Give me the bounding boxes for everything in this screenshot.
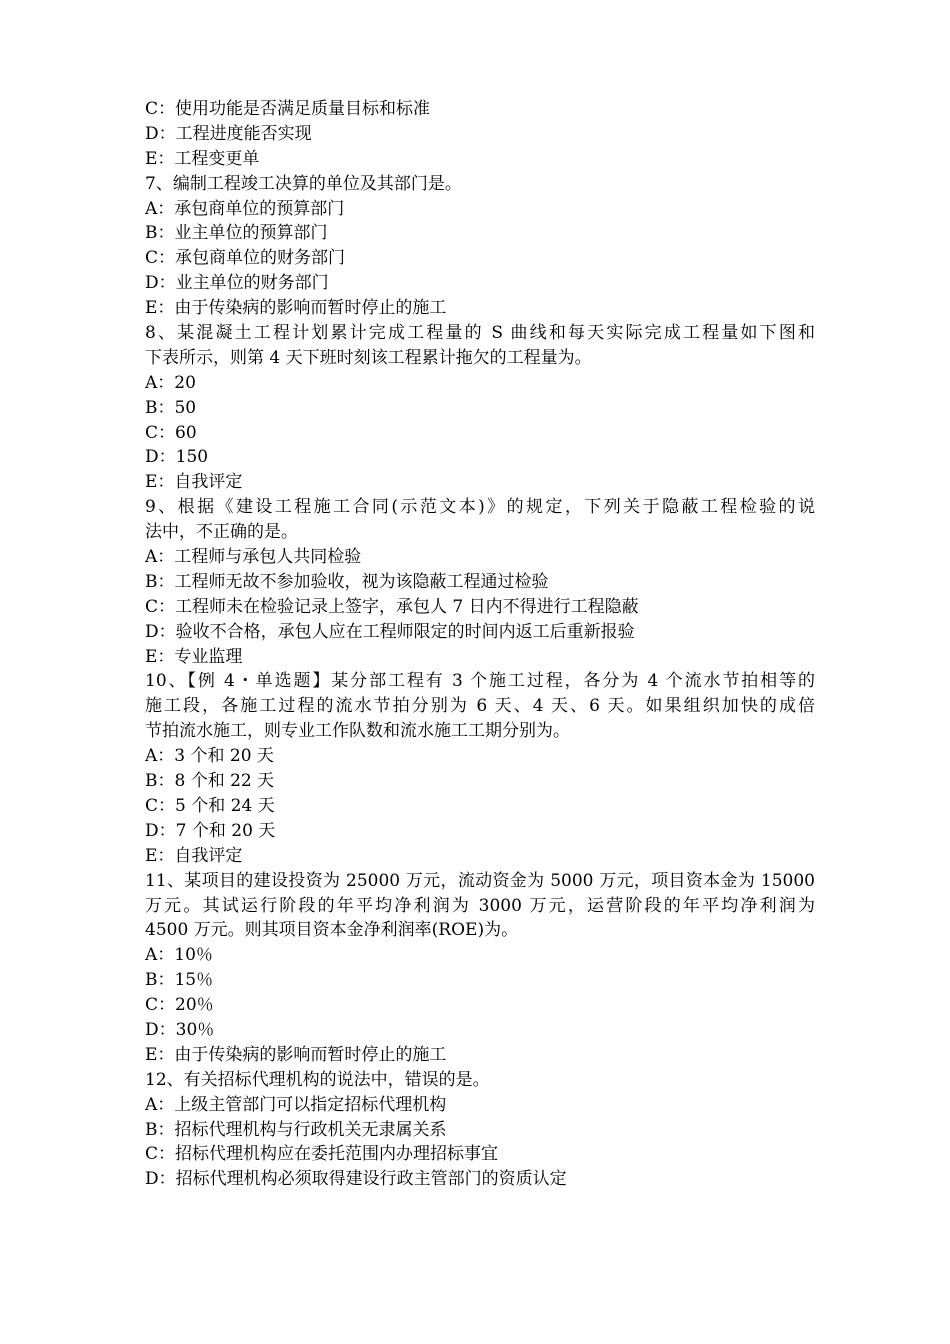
text-line: C：工程师未在检验记录上签字，承包人 7 日内不得进行工程隐蔽 [145, 596, 639, 617]
question-12: 12、有关招标代理机构的说法中，错误的是。 [145, 1069, 490, 1090]
text-line: A：10％ [145, 945, 213, 966]
text-line: C：招标代理机构应在委托范围内办理招标事宜 [145, 1144, 499, 1165]
text-line: 节拍流水施工，则专业工作队数和流水施工工期分别为。 [145, 721, 570, 742]
text-line: D：验收不合格，承包人应在工程师限定的时间内返工后重新报验 [145, 621, 635, 642]
text-line: E：专业监理 [145, 646, 243, 667]
text-line: 施工段，各施工过程的流水节拍分别为 6 天、4 天、6 天。如果组织加快的成倍 [145, 696, 815, 717]
text-line: D：工程进度能否实现 [145, 123, 312, 144]
text-line: 法中，不正确的是。 [145, 522, 298, 543]
question-9: 9、根据《建设工程施工合同(示范文本)》的规定，下列关于隐蔽工程检验的说 [145, 497, 815, 518]
text-line: A：工程师与承包人共同检验 [145, 547, 362, 568]
text-line: A：3 个和 20 天 [145, 746, 274, 767]
text-line: D：150 [145, 447, 209, 468]
text-line: B：招标代理机构与行政机关无隶属关系 [145, 1119, 447, 1140]
question-7: 7、编制工程竣工决算的单位及其部门是。 [145, 173, 462, 194]
text-line: E：由于传染病的影响而暂时停止的施工 [145, 1044, 447, 1065]
question-11: 11、某项目的建设投资为 25000 万元，流动资金为 5000 万元，项目资本金为 15000 [145, 870, 815, 891]
text-line: B：50 [145, 397, 197, 418]
text-line: A：上级主管部门可以指定招标代理机构 [145, 1094, 447, 1115]
text-line: B：业主单位的预算部门 [145, 223, 328, 244]
question-8: 8、某混凝土工程计划累计完成工程量的 S 曲线和每天实际完成工程量如下图和 [145, 323, 815, 344]
text-line: E：自我评定 [145, 472, 243, 493]
text-line: A：20 [145, 372, 196, 393]
text-line: A：承包商单位的预算部门 [145, 198, 345, 219]
text-line: C：5 个和 24 天 [145, 795, 275, 816]
page-body [145, 97, 815, 1192]
question-10: 10、【例 4・单选题】某分部工程有 3 个施工过程，各分为 4 个流水节拍相等的 [145, 671, 815, 692]
text-line: B：15％ [145, 970, 214, 991]
text-line: C：承包商单位的财务部门 [145, 248, 346, 269]
text-line: B：工程师无故不参加验收，视为该隐蔽工程通过检验 [145, 571, 549, 592]
text-line: D：7 个和 20 天 [145, 820, 276, 841]
text-line: E：自我评定 [145, 845, 243, 866]
text-line: 万元。其试运行阶段的年平均净利润为 3000 万元，运营阶段的年平均净利润为 [145, 895, 815, 916]
text-line: C：使用功能是否满足质量目标和标准 [145, 99, 431, 119]
text-line: C：20％ [145, 995, 214, 1016]
text-line: C：60 [145, 422, 197, 443]
text-line: B：8 个和 22 天 [145, 771, 275, 792]
text-line: E：工程变更单 [145, 148, 260, 169]
text-line: D：招标代理机构必须取得建设行政主管部门的资质认定 [145, 1169, 567, 1190]
text-line: D：业主单位的财务部门 [145, 273, 329, 294]
text-line: E：由于传染病的影响而暂时停止的施工 [145, 298, 447, 319]
text-line: D：30％ [145, 1019, 215, 1040]
text-line: 4500 万元。则其项目资本金净利润率(ROE)为。 [145, 920, 519, 941]
text-line: 下表所示，则第 4 天下班时刻该工程累计拖欠的工程量为。 [145, 347, 592, 368]
